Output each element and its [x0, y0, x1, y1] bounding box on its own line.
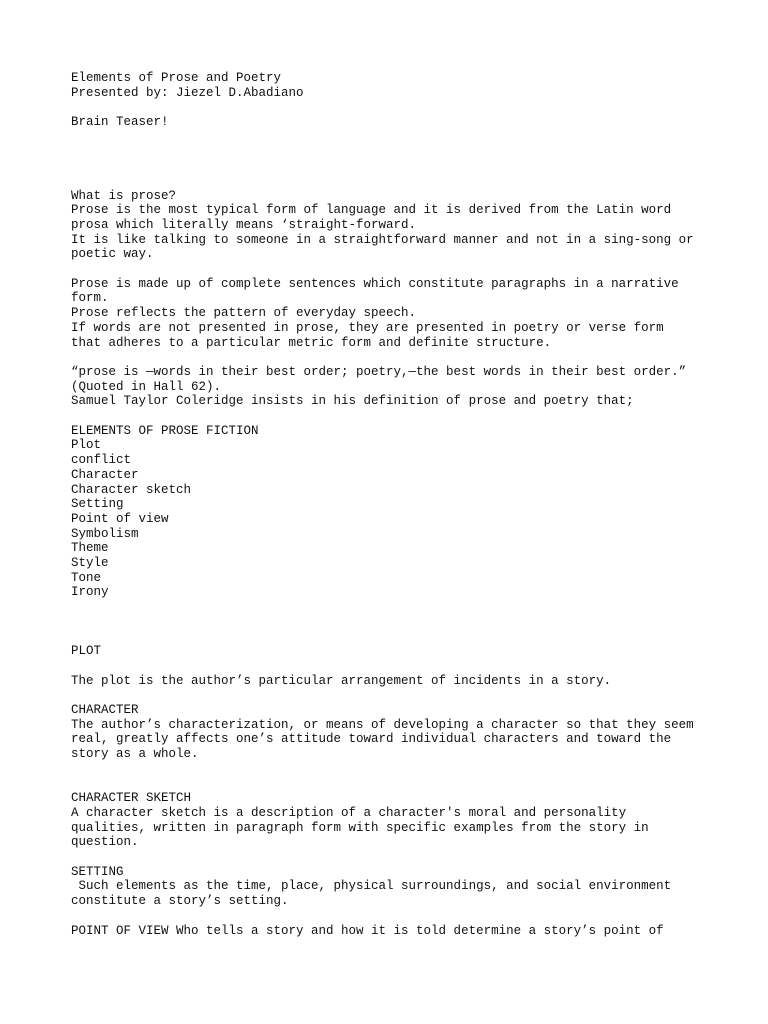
text-line [71, 409, 731, 424]
text-line [71, 762, 731, 777]
text-line: story as a whole. [71, 747, 199, 762]
text-line: Irony [71, 585, 109, 600]
text-line: Tone [71, 570, 102, 585]
text-line: ELEMENTS OF PROSE FICTION [71, 423, 259, 438]
text-line: What is prose? [71, 188, 177, 203]
text-line [71, 688, 731, 703]
text-line: Presented by: Jiezel D.Abadiano [71, 85, 304, 100]
text-line: that adheres to a particular metric form and definite structure. [71, 335, 552, 350]
text-line: The author’s characterization, or means of developing a character so that they seem [71, 717, 694, 732]
text-line [71, 600, 731, 615]
text-line [71, 850, 731, 865]
text-line: Prose is the most typical form of language and it is derived from the Latin word [71, 203, 672, 218]
text-line: real, greatly affects one’s attitude toward individual characters and toward the [71, 732, 672, 747]
text-line: Prose reflects the pattern of everyday speech. [71, 306, 417, 321]
text-line: Setting [71, 497, 124, 512]
text-line [71, 100, 731, 115]
text-line: The plot is the author’s particular arrangement of incidents in a story. [71, 673, 612, 688]
text-line: Point of view [71, 511, 169, 526]
text-line: Samuel Taylor Coleridge insists in his definition of prose and poetry that; [71, 394, 634, 409]
text-line: poetic way. [71, 247, 154, 262]
text-line: Prose is made up of complete sentences which constitute paragraphs in a narrative [71, 276, 679, 291]
text-line: constitute a story’s setting. [71, 894, 289, 909]
text-line: Character [71, 467, 139, 482]
text-line: Symbolism [71, 526, 139, 541]
document-body [71, 71, 731, 938]
text-line [71, 659, 731, 674]
text-line [71, 159, 731, 174]
text-line: POINT OF VIEW Who tells a story and how it is told determine a story’s point of [71, 923, 664, 938]
text-line: conflict [71, 453, 132, 468]
text-line [71, 262, 731, 277]
text-line: Character sketch [71, 482, 192, 497]
text-line [71, 615, 731, 630]
text-line: form. [71, 291, 109, 306]
text-line: qualities, written in paragraph form with specific examples from the story in [71, 820, 649, 835]
text-line [71, 174, 731, 189]
text-line: CHARACTER SKETCH [71, 791, 192, 806]
text-line: Brain Teaser! [71, 115, 169, 130]
text-line: “prose is —words in their best order; poetry,—the best words in their best order.” [71, 364, 687, 379]
text-line: prosa which literally means ‘straight-forward. [71, 217, 417, 232]
text-line: CHARACTER [71, 703, 139, 718]
text-line: Such elements as the time, place, physical surroundings, and social environment [71, 879, 672, 894]
text-line: (Quoted in Hall 62). [71, 379, 222, 394]
text-line: Style [71, 556, 109, 571]
text-line [71, 630, 731, 645]
text-line: SETTING [71, 864, 124, 879]
text-line: question. [71, 835, 139, 850]
text-line: It is like talking to someone in a straightforward manner and not in a sing-song or [71, 232, 694, 247]
text-line: PLOT [71, 644, 102, 659]
text-line [71, 130, 731, 145]
text-line: If words are not presented in prose, they are presented in poetry or verse form [71, 320, 664, 335]
text-line: Plot [71, 438, 102, 453]
text-line [71, 777, 731, 792]
text-line: Theme [71, 541, 109, 556]
text-line [71, 144, 731, 159]
text-line: Elements of Prose and Poetry [71, 71, 282, 85]
text-line: A character sketch is a description of a character's moral and personality [71, 805, 627, 820]
text-line [71, 350, 731, 365]
text-line [71, 909, 731, 924]
